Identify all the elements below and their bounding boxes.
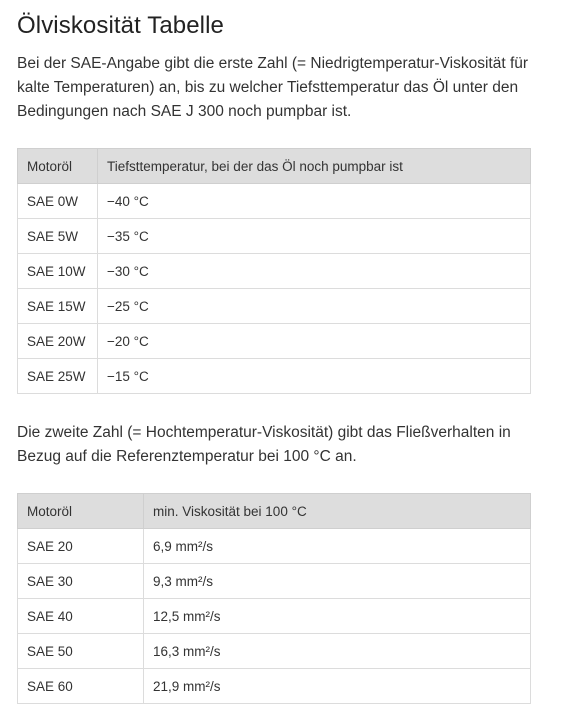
cell-temperature: −35 °C — [98, 219, 531, 254]
table-row — [18, 184, 531, 219]
table-row — [18, 669, 531, 704]
table-row — [18, 634, 531, 669]
table-row — [18, 359, 531, 394]
column-header-motor-oil: Motoröl — [18, 494, 144, 529]
cell-temperature: −40 °C — [98, 184, 531, 219]
table-header-row — [18, 494, 531, 529]
cell-viscosity: 6,9 mm²/s — [144, 529, 531, 564]
hot-viscosity-table — [17, 493, 531, 704]
table-row — [18, 289, 531, 324]
table-row — [18, 599, 531, 634]
cell-oil-grade: SAE 15W — [18, 289, 98, 324]
table-row — [18, 564, 531, 599]
cell-temperature: −30 °C — [98, 254, 531, 289]
table-row — [18, 529, 531, 564]
cell-oil-grade: SAE 60 — [18, 669, 144, 704]
cell-oil-grade: SAE 10W — [18, 254, 98, 289]
column-header-min-viscosity: min. Viskosität bei 100 °C — [144, 494, 531, 529]
cell-oil-grade: SAE 50 — [18, 634, 144, 669]
cell-oil-grade: SAE 5W — [18, 219, 98, 254]
article-content — [17, 0, 531, 704]
cell-viscosity: 21,9 mm²/s — [144, 669, 531, 704]
cell-oil-grade: SAE 30 — [18, 564, 144, 599]
cell-viscosity: 9,3 mm²/s — [144, 564, 531, 599]
cell-viscosity: 16,3 mm²/s — [144, 634, 531, 669]
table-row — [18, 324, 531, 359]
cell-oil-grade: SAE 40 — [18, 599, 144, 634]
cell-oil-grade: SAE 0W — [18, 184, 98, 219]
table-header-row — [18, 149, 531, 184]
column-header-motor-oil: Motoröl — [18, 149, 98, 184]
cell-temperature: −15 °C — [98, 359, 531, 394]
table-row — [18, 219, 531, 254]
cell-viscosity: 12,5 mm²/s — [144, 599, 531, 634]
cell-oil-grade: SAE 25W — [18, 359, 98, 394]
second-number-paragraph: Die zweite Zahl (= Hochtemperatur-Viskosität) gibt das Fließverhalten in Bezug auf die Referenztemperatur bei 100 °C an. — [17, 424, 511, 465]
cold-viscosity-table — [17, 148, 531, 394]
table-row — [18, 254, 531, 289]
intro-paragraph: Bei der SAE-Angabe gibt die erste Zahl (= Niedrigtemperatur-Viskosität für kalte Temperaturen) an, bis zu welcher Tiefsttemperatur das Öl unter den Bedingungen nach SAE J 300 noch pumpbar ist. — [17, 55, 529, 120]
cell-temperature: −25 °C — [98, 289, 531, 324]
cell-oil-grade: SAE 20 — [18, 529, 144, 564]
page-title: Ölviskosität Tabelle — [17, 12, 224, 39]
cell-oil-grade: SAE 20W — [18, 324, 98, 359]
cell-temperature: −20 °C — [98, 324, 531, 359]
column-header-min-temperature: Tiefsttemperatur, bei der das Öl noch pumpbar ist — [98, 149, 531, 184]
